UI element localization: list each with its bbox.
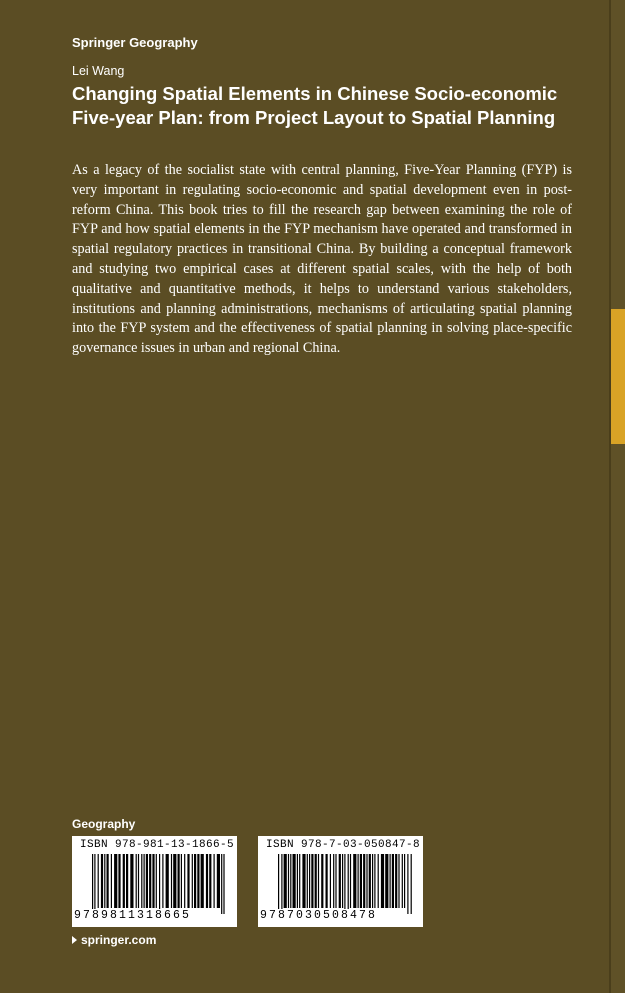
spine-edge xyxy=(611,0,625,993)
barcode-bar xyxy=(156,854,157,908)
barcode-digits: 9789811318665 xyxy=(74,909,192,922)
barcode-bar xyxy=(353,854,356,908)
barcode-bar xyxy=(390,854,391,908)
barcode-bar xyxy=(111,854,112,908)
isbn-label: ISBN 978-981-13-1866-5 xyxy=(80,839,235,851)
barcode-bar xyxy=(307,854,308,908)
book-title: Changing Spatial Elements in Chinese Socio-economic Five-year Plan: from Project Layout to Spatial Planning xyxy=(72,83,558,128)
barcode-bar xyxy=(378,854,379,908)
barcode-bar xyxy=(136,854,137,908)
arrow-right-icon xyxy=(72,936,77,944)
barcode-bar xyxy=(209,854,211,908)
barcode-bar xyxy=(281,854,282,914)
barcode-bar xyxy=(358,854,359,908)
barcode-bar xyxy=(178,854,180,908)
subject-category: Geography xyxy=(72,817,136,831)
barcode-bar xyxy=(201,854,204,908)
barcode-bar xyxy=(363,854,365,908)
barcode-bar xyxy=(126,854,128,908)
barcode-bars xyxy=(92,854,227,914)
barcode-bar xyxy=(171,854,172,908)
barcode-bar xyxy=(166,854,169,908)
barcode-bar xyxy=(381,854,384,908)
barcode-bar xyxy=(348,854,349,914)
barcode-bar xyxy=(192,854,193,908)
barcode-bar xyxy=(94,854,95,914)
barcode-bar xyxy=(326,854,328,908)
barcode-bar xyxy=(141,854,142,908)
barcode-bars xyxy=(278,854,413,914)
barcode-bar xyxy=(146,854,148,908)
barcode-bar xyxy=(284,854,287,908)
barcode-bar xyxy=(107,854,109,908)
barcode-bar xyxy=(152,854,154,908)
barcode-bar xyxy=(315,854,317,908)
barcode-bar xyxy=(223,854,224,914)
barcode-bar xyxy=(187,854,189,908)
barcode-bar xyxy=(184,854,185,908)
barcode-bar xyxy=(330,854,331,908)
barcode-bar xyxy=(299,854,300,908)
barcode-bar xyxy=(149,854,151,908)
barcode-bar xyxy=(369,854,371,908)
barcode-bar xyxy=(411,854,412,914)
website-text: springer.com xyxy=(81,933,157,947)
barcode-bar xyxy=(321,854,323,908)
barcode-bar xyxy=(114,854,117,908)
barcode-bar xyxy=(335,854,336,908)
barcode-bar xyxy=(374,854,375,908)
barcode-bar xyxy=(290,854,291,908)
barcode-bar xyxy=(333,854,334,908)
barcode-bar xyxy=(309,854,310,908)
spine-divider xyxy=(609,0,611,993)
barcode-bar xyxy=(278,854,279,914)
barcode-isbn-1 xyxy=(72,836,237,927)
barcode-bar xyxy=(293,854,296,908)
barcode-bar xyxy=(318,854,319,908)
barcode-bar xyxy=(221,854,222,914)
barcode-bar xyxy=(206,854,208,908)
barcode-bar xyxy=(288,854,289,908)
accent-strip xyxy=(611,309,625,444)
barcode-bar xyxy=(130,854,133,908)
barcode-bar xyxy=(404,854,405,908)
book-description: As a legacy of the socialist state with central planning, Five-Year Planning (FYP) is very important in regulating socio-economic and spatial development even in post-reform China. This book tries to fill the research gap between examining the role of FYP and how spatial elements in the FYP mechanism have operated and transformed in spatial regulatory practices in transitional China. By building a conceptual framework and studying two empirical cases at different spatial scales, with the help of both qualitative and quantitative methods, it helps to understand various stakeholders, institutions and planning administrations, mechanisms of articulating spatial planning into the FYP system and the effectiveness of spatial planning in solving place-specific governance issues in urban and regional China. xyxy=(72,162,572,357)
barcode-bar xyxy=(217,854,220,908)
barcode-bar xyxy=(350,854,351,908)
author-name: Lei Wang xyxy=(72,64,125,78)
barcode-bar xyxy=(366,854,367,908)
barcode-bar xyxy=(162,854,163,908)
barcode-bar xyxy=(339,854,341,908)
barcode-bar xyxy=(194,854,196,908)
barcode-bar xyxy=(92,854,93,914)
barcode-bar xyxy=(311,854,313,908)
barcode-bar xyxy=(402,854,403,908)
barcode-bar xyxy=(407,854,408,914)
barcode-bar xyxy=(101,854,103,908)
barcode-bar xyxy=(392,854,394,908)
barcode-bar xyxy=(173,854,176,908)
barcode-bar xyxy=(214,854,215,908)
barcode-bar xyxy=(159,854,160,914)
barcode-bar xyxy=(372,854,373,908)
barcode-bar xyxy=(118,854,120,908)
barcode-bar xyxy=(297,854,298,908)
barcode-bar xyxy=(360,854,362,908)
barcode-bar xyxy=(138,854,139,908)
barcode-bar xyxy=(342,854,343,908)
series-name: Springer Geography xyxy=(72,35,198,50)
barcode-bar xyxy=(123,854,125,908)
barcode-bar xyxy=(302,854,305,908)
isbn-label: ISBN 978-7-03-050847-8 xyxy=(266,839,421,851)
barcode-isbn-2 xyxy=(258,836,423,927)
barcode-bar xyxy=(395,854,397,908)
barcode-bar xyxy=(398,854,399,908)
barcode-bar xyxy=(104,854,105,908)
barcode-bar xyxy=(385,854,388,908)
barcode-bar xyxy=(197,854,199,908)
barcode-bar xyxy=(144,854,145,908)
barcode-digits: 9787030508478 xyxy=(260,909,378,922)
barcode-bar xyxy=(344,854,345,914)
barcode-bar xyxy=(98,854,99,908)
publisher-website-link[interactable] xyxy=(72,933,156,947)
barcode-bar xyxy=(181,854,182,908)
